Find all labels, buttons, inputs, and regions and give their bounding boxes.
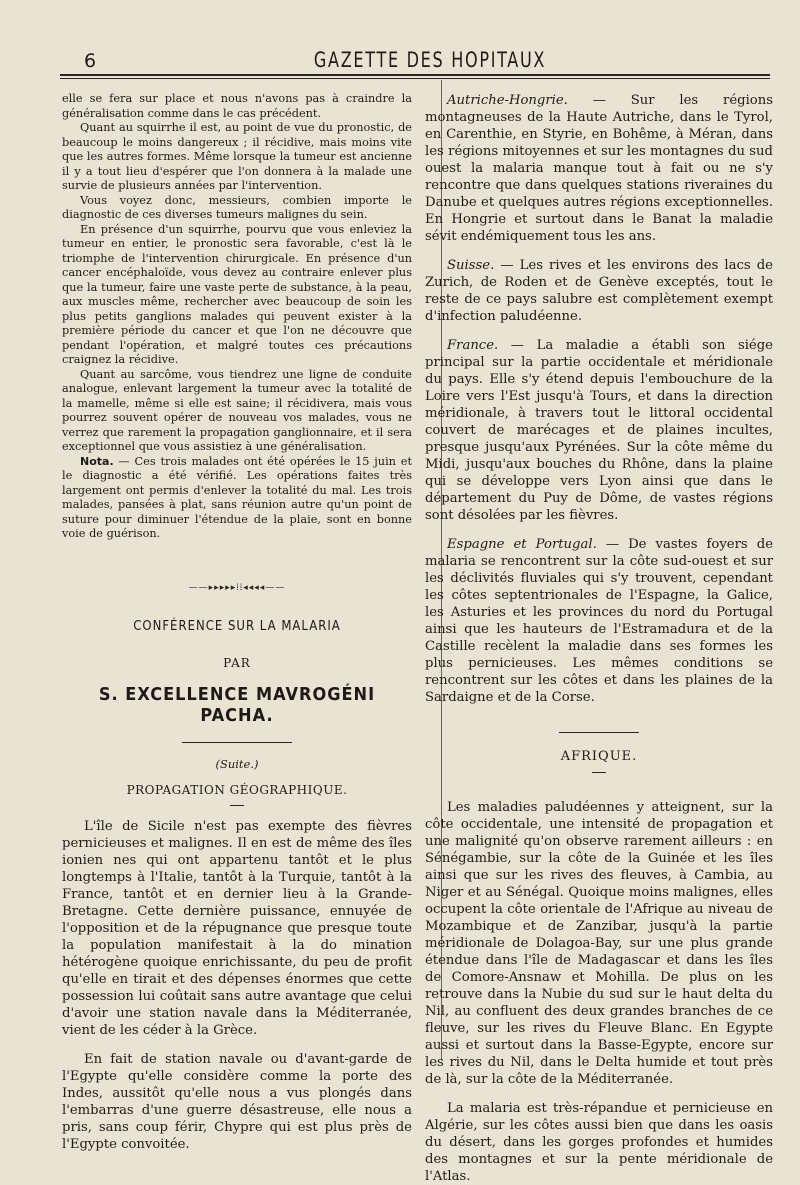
paragraph-afrique: Les maladies paludéennes y atteignent, sur la côte occidentale, une intensité de propagation et une malignité qu'on observe rarement ailleurs : en Sénégambie, sur la côte de la Guinée et les îles ainsi que sur les rives des fleuves, à Cambia, au Niger et au Sénégal. Quoique moins malignes, elles occupent la côte orientale de l'Afrique au niveau de Mozambique et de Zanzibar, jusqu'à la partie méridionale de Dolagoa-Bay, sur une plus grande étendue dans l'île de Madagascar et dans les îles de Comore-Ansnaw et Mohilla. De plus on les retrouve dans la Nubie du sud sur le haut delta du Nil, au confluent des deux grandes branches de ce fleuve, sur les rives du Fleuve Blanc. En Egypte aussi et surtout dans la Basse-Egypte, encore sur les rives du Nil, dans le Delta humide et tout près de là, sur la côte de la Méditerranée. — [425, 800, 773, 1087]
left-column — [62, 92, 412, 1153]
section-subhead: PROPAGATION GÉOGRAPHIQUE. — [126, 782, 348, 797]
nota-label: Nota. — [80, 454, 114, 468]
section-ornament: ——▸▸▸▸▸⁞⁞◂◂◂◂—— — [188, 582, 286, 593]
byline-par: PAR — [223, 655, 251, 670]
region-name: Espagne et Portugal. — [447, 537, 597, 552]
page-header — [60, 46, 770, 78]
afrique-heading: AFRIQUE. — [560, 749, 638, 764]
region-name: Suisse. — [447, 258, 495, 273]
paragraph-presence: En présence d'un squirrhe, pourvu que vous enleviez la tumeur en entier, le pronostic sera favorable, c'est là le triomphe de l'intervention chirurgicale. En présence d'un cancer encéphaloïde, vous devez au contraire enlever plus que la tumeur, faire une vaste perte de substance, à la peau, aux muscles même, rechercher avec beaucoup de soin les plus petits ganglions malades qui peuvent exister à la première période du cancer et que l'on ne découvre que pendant l'opération, et malgré toutes ces précautions craignez la récidive. — [62, 222, 412, 366]
region-name: Autriche-Hongrie. — [447, 93, 568, 108]
section-rule — [559, 732, 639, 733]
paragraph-suisse — [425, 257, 773, 325]
paragraph-espagne — [425, 536, 773, 706]
paragraph-nota — [62, 455, 412, 542]
paragraph-france — [425, 337, 773, 524]
header-rule — [60, 74, 770, 76]
region-text: — De vastes foyers de malaria se rencontrent sur la côte sud-ouest et sur les déclivités fluviales qui s'y trouvent, cependant les côtes septentrionales de l'Espagne, la Galice, les Asturies et les provinces du nord du Portugal ainsi que les hauteurs de l'Estramadura et de la Castille recèlent la maladie dans ses formes les plus pernicieuses. Les mêmes conditions se rencontrent sur les côtes et dans les plaines de la Sardaigne et de la Corse. — [425, 537, 773, 705]
paragraph-continuation: elle se fera sur place et nous n'avons pas à craindre la généralisation comme dans le cas précédent. — [62, 92, 412, 120]
region-text: — Les rives et les environs des lacs de Zurich, de Roden et de Genève exceptés, tout le reste de ce pays salubre est complètement exempt d'infection paludéenne. — [425, 258, 773, 324]
paragraph-chypre: En fait de station navale ou d'avant-garde de l'Egypte qu'elle considère comme la porte des Indes, aussitôt qu'elle nous a vus plongés dans l'embarras d'une guerre désastreuse, elle nous a pris, sans coup férir, Chypre qui est plus près de l'Egypte convoitée. — [62, 1051, 412, 1152]
region-text: — La maladie a établi son siége principal sur la partie occidentale et méridionale du pays. Elle s'y étend depuis l'embouchure de la Loire vers l'Est jusqu'à Tours, et dans la direction méridionale, à travers tout le littoral occidental couvert de marécages et de plaines incultes, presque jusqu'aux Pyrénées. Sur la côte même du Midi, jusqu'aux bouches du Rhône, dans la plaine qui se développe vers Lyon ainsi que dans le département du Puy de Dôme, de vastes régions sont désolées par les fièvres. — [425, 338, 773, 523]
region-text: — Sur les régions montagneuses de la Haute Autriche, dans le Tyrol, en Carenthie, en Styrie, en Bohême, à Méran, dans les régions mitoyennes et sur les montagnes du sud ouest la malaria manque tout à fait ou ne s'y rencontre que dans quelques stations riveraines du Danube et quelques autres régions exceptionnelles. En Hongrie et surtout dans le Banat la maladie sévit endémiquement tous les ans. — [425, 93, 773, 244]
region-name: France. — [447, 338, 499, 353]
paragraph-diagnostic: Vous voyez donc, messieurs, combien importe le diagnostic de ces diverses tumeurs malignes du sein. — [62, 193, 412, 221]
afrique-dash — [592, 772, 606, 773]
paragraph-squirrhe: Quant au squirrhe il est, au point de vue du pronostic, de beaucoup le moins dangereux ; il récidive, mais moins vite que les autres formes. Même lorsque la tumeur est ancienne il y a tout lieu d'espérer que l'on donnera à la malade une survie de plusieurs années par l'intervention. — [62, 121, 412, 192]
header-rule-thin — [60, 78, 770, 79]
paragraph-algerie: La malaria est très-répandue et pernicieuse en Algérie, sur les côtes aussi bien que dans les oasis du désert, dans les gorges profondes et humides des montagnes et sur la pente méridionale de l'Atlas. — [425, 1101, 773, 1184]
right-column — [425, 92, 773, 1185]
conference-title: CONFÉRENCE SUR LA MALARIA — [133, 618, 341, 634]
paragraph-autriche — [425, 92, 773, 245]
title-rule — [182, 742, 292, 743]
page-number: 6 — [84, 50, 97, 72]
paragraph-sarcome: Quant au sarcôme, vous tiendrez une ligne de conduite analogue, enlevant largement la tumeur avec la totalité de la mamelle, même si elle est saine; il récidivera, mais vous pourrez souvent opérer de nouveau vos malades, vous ne verrez que rarement la propagation ganglionnaire, et il sera exceptionnel que vous assistiez à une généralisation. — [62, 367, 412, 453]
subhead-dash — [230, 805, 244, 806]
journal-title: GAZETTE DES HOPITAUX — [313, 48, 547, 72]
suite-label: (Suite.) — [215, 756, 259, 771]
nota-text: — Ces trois malades ont été opérées le 15 juin et le diagnostic a été vérifié. Les opérations faites très largement ont permis d'enlever la totalité du mal. Les trois malades, pansées à plat, sans réunion autre qu'un point de suture pour diminuer l'étendue de la plaie, sont en bonne voie de guérison. — [62, 454, 412, 540]
paragraph-sicile: L'île de Sicile n'est pas exempte des fièvres pernicieuses et malignes. Il en est de même des îles ionien nes qui ont appartenu tantôt et le plus longtemps à l'Italie, tantôt à la Turquie, tantôt à la France, tantôt et en dernier lieu à la Grande-Bretagne. Cette dernière puissance, ennuyée de l'opposition et de la répugnance que presque toute la population manifestait à la do mination hétérogène quoique enrichissante, du peu de profit qu'elle en tirait et des dépenses énormes que cette possession lui coûtait sans autre avantage que celui d'avoir une station navale dans la Méditerranée, vient de les céder à la Grèce. — [62, 818, 412, 1038]
author-name: S. EXCELLENCE MAVROGÉNI PACHA. — [98, 683, 376, 726]
